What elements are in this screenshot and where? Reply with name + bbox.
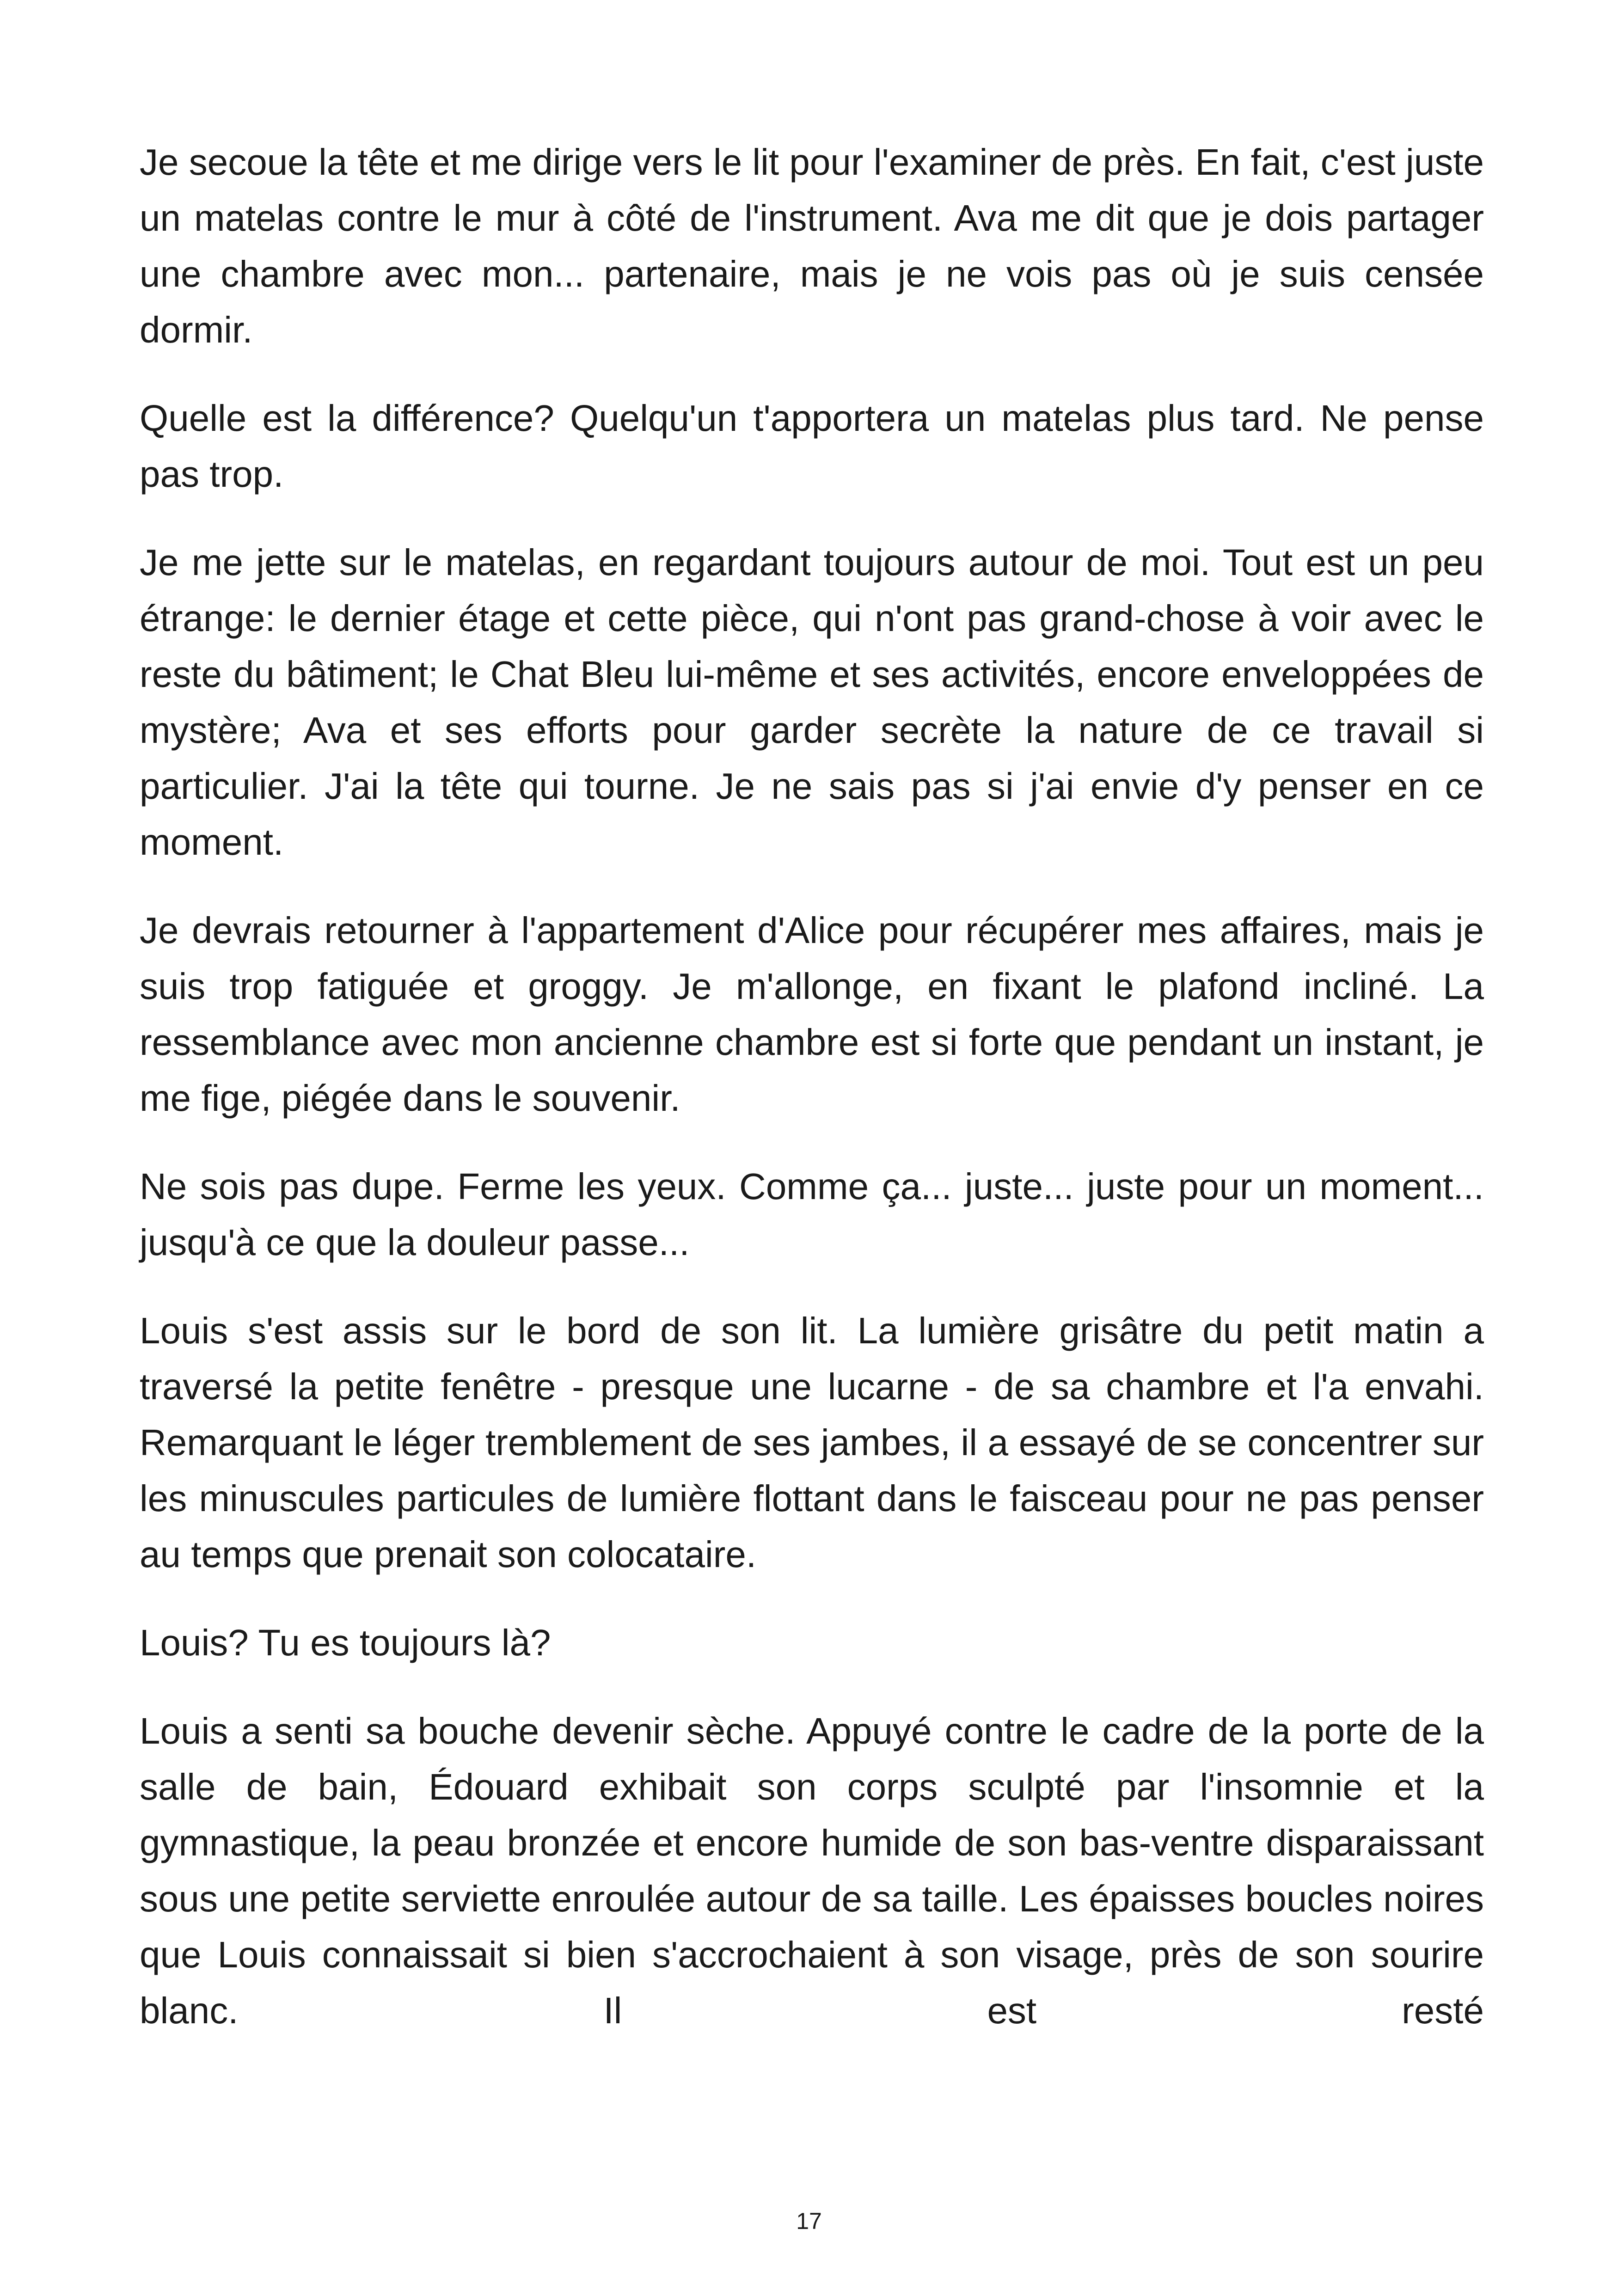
page-number: 17 bbox=[796, 2208, 822, 2234]
paragraph-7: Louis? Tu es toujours là? bbox=[140, 1622, 551, 1663]
paragraph-3: Je me jette sur le matelas, en regardant toujours autour de moi. Tout est un peu étrange: le dernier étage et cette pièce, qui n'ont pas grand-chose à voir avec le reste du bâtiment; le Chat Bleu lui-même et ses activités, encore enveloppées de mystère; Ava et ses efforts pour garder secrète la nature de ce travail si particulier. J'ai la tête qui tourne. Je ne sais pas si j'ai envie d'y penser en ce moment. bbox=[140, 542, 1484, 863]
body-text bbox=[140, 134, 1484, 2071]
paragraph-1: Je secoue la tête et me dirige vers le lit pour l'examiner de près. En fait, c'est juste un matelas contre le mur à côté de l'instrument. Ava me dit que je dois partager une chambre avec mon... partenaire, mais je ne vois pas où je suis censée dormir. bbox=[140, 141, 1484, 350]
paragraph-6: Louis s'est assis sur le bord de son lit. La lumière grisâtre du petit matin a traversé la petite fenêtre - presque une lucarne - de sa chambre et l'a envahi. Remarquant le léger tremblement de ses jambes, il a essayé de se concentrer sur les minuscules particules de lumière flottant dans le faisceau pour ne pas penser au temps que prenait son colocataire. bbox=[140, 1310, 1484, 1575]
paragraph-4: Je devrais retourner à l'appartement d'Alice pour récupérer mes affaires, mais je suis trop fatiguée et groggy. Je m'allonge, en fixant le plafond incliné. La ressemblance avec mon ancienne chambre est si forte que pendant un instant, je me fige, piégée dans le souvenir. bbox=[140, 910, 1484, 1119]
paragraph-2: Quelle est la différence? Quelqu'un t'apportera un matelas plus tard. Ne pense pas trop. bbox=[140, 398, 1484, 495]
paragraph-5: Ne sois pas dupe. Ferme les yeux. Comme ça... juste... juste pour un moment... jusqu'à ce que la douleur passe... bbox=[140, 1166, 1484, 1263]
paragraph-8: Louis a senti sa bouche devenir sèche. Appuyé contre le cadre de la porte de la salle de bain, Édouard exhibait son corps sculpté par l'insomnie et la gymnastique, la peau bronzée et encore humide de son bas-ventre disparaissant sous une petite serviette enroulée autour de sa taille. Les épaisses boucles noires que Louis connaissait si bien s'accrochaient à son visage, près de son sourire blanc. Il est resté bbox=[140, 1710, 1484, 2031]
